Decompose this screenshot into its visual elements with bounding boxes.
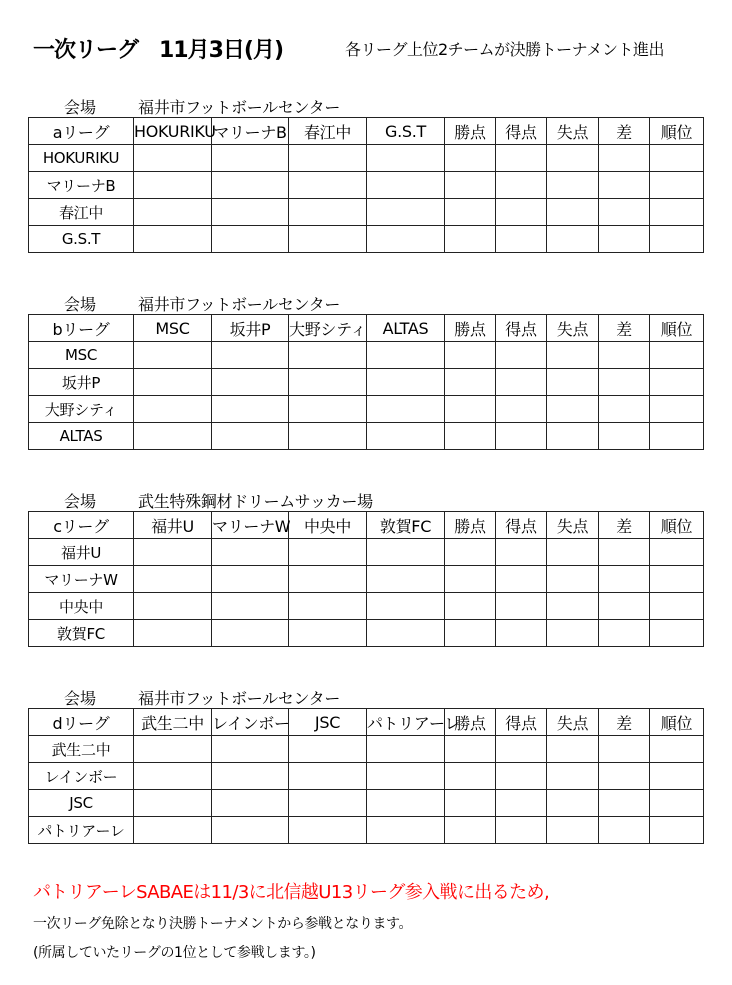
result-cell[interactable]: [367, 226, 445, 253]
opponent-header: G.S.T: [367, 118, 445, 145]
result-cell[interactable]: [367, 566, 445, 593]
opponent-header: HOKURIKU: [134, 118, 212, 145]
result-cell[interactable]: [367, 199, 445, 226]
result-cell[interactable]: [212, 566, 289, 593]
result-cell[interactable]: [650, 763, 704, 790]
league-section: [28, 686, 703, 844]
result-cell[interactable]: [650, 566, 704, 593]
result-cell[interactable]: [496, 539, 547, 566]
result-cell[interactable]: [134, 145, 212, 172]
result-cell[interactable]: [289, 817, 367, 844]
result-cell[interactable]: [547, 763, 599, 790]
venue-label: 会場: [64, 295, 97, 314]
team-name: JSC: [29, 790, 134, 817]
result-cell[interactable]: [650, 593, 704, 620]
team-name: レインボー: [29, 763, 134, 790]
table-row: [29, 620, 704, 647]
result-cell[interactable]: [650, 423, 704, 450]
stat-header: 勝点: [445, 709, 496, 736]
opponent-header: 大野シティ: [289, 315, 367, 342]
result-cell[interactable]: [212, 226, 289, 253]
result-cell[interactable]: [650, 736, 704, 763]
team-name: パトリアーレ: [29, 817, 134, 844]
team-name: マリーナW: [29, 566, 134, 593]
table-row: [29, 342, 704, 369]
result-cell[interactable]: [367, 620, 445, 647]
stat-header: 差: [599, 709, 650, 736]
result-cell[interactable]: [496, 736, 547, 763]
result-cell[interactable]: [650, 539, 704, 566]
result-cell[interactable]: [496, 226, 547, 253]
result-cell[interactable]: [367, 763, 445, 790]
result-cell[interactable]: [599, 539, 650, 566]
stat-header: 差: [599, 315, 650, 342]
result-cell[interactable]: [445, 763, 496, 790]
result-cell[interactable]: [367, 369, 445, 396]
stat-header: 勝点: [445, 118, 496, 145]
team-name: ALTAS: [29, 423, 134, 450]
table-row: [29, 172, 704, 199]
result-cell[interactable]: [134, 226, 212, 253]
result-cell[interactable]: [650, 790, 704, 817]
result-cell[interactable]: [445, 566, 496, 593]
result-cell[interactable]: [650, 226, 704, 253]
result-cell[interactable]: [650, 145, 704, 172]
result-cell[interactable]: [289, 763, 367, 790]
table-row: [29, 145, 704, 172]
result-cell[interactable]: [445, 199, 496, 226]
result-cell[interactable]: [496, 172, 547, 199]
note-line-2: (所属していたリーグの1位として参戦します。): [33, 945, 316, 961]
stat-header: 失点: [547, 709, 599, 736]
league-name: dリーグ: [29, 709, 134, 736]
stat-header: 得点: [496, 512, 547, 539]
league-table: [28, 708, 704, 844]
result-cell[interactable]: [134, 736, 212, 763]
result-cell[interactable]: [547, 145, 599, 172]
result-cell[interactable]: [599, 566, 650, 593]
opponent-header: マリーナW: [212, 512, 289, 539]
stat-header: 順位: [650, 512, 704, 539]
table-row: [29, 593, 704, 620]
stat-header: 差: [599, 512, 650, 539]
team-name: 敦賀FC: [29, 620, 134, 647]
team-name: MSC: [29, 342, 134, 369]
league-table: [28, 511, 704, 647]
team-name: G.S.T: [29, 226, 134, 253]
result-cell[interactable]: [212, 172, 289, 199]
league-section: [28, 292, 703, 450]
league-section: [28, 95, 703, 253]
table-header-row: [29, 118, 704, 145]
result-cell[interactable]: [496, 790, 547, 817]
result-cell[interactable]: [367, 172, 445, 199]
venue-row: [28, 292, 703, 314]
result-cell[interactable]: [445, 423, 496, 450]
result-cell[interactable]: [496, 396, 547, 423]
opponent-header: 中央中: [289, 512, 367, 539]
stat-header: 失点: [547, 315, 599, 342]
result-cell[interactable]: [445, 817, 496, 844]
league-table: [28, 314, 704, 450]
result-cell[interactable]: [599, 199, 650, 226]
result-cell[interactable]: [289, 790, 367, 817]
result-cell[interactable]: [496, 342, 547, 369]
result-cell[interactable]: [134, 790, 212, 817]
team-name: 武生二中: [29, 736, 134, 763]
result-cell[interactable]: [496, 199, 547, 226]
opponent-header: MSC: [134, 315, 212, 342]
opponent-header: JSC: [289, 709, 367, 736]
stat-header: 得点: [496, 118, 547, 145]
opponent-header: マリーナB: [212, 118, 289, 145]
result-cell[interactable]: [650, 172, 704, 199]
result-cell[interactable]: [445, 593, 496, 620]
stat-header: 失点: [547, 512, 599, 539]
league-name: bリーグ: [29, 315, 134, 342]
league-section: [28, 489, 703, 647]
page-title: 一次リーグ 11月3日(月): [33, 38, 284, 63]
result-cell[interactable]: [496, 620, 547, 647]
result-cell[interactable]: [599, 423, 650, 450]
result-cell[interactable]: [289, 593, 367, 620]
opponent-header: パトリアーレ: [367, 709, 445, 736]
result-cell[interactable]: [289, 423, 367, 450]
result-cell[interactable]: [289, 736, 367, 763]
result-cell[interactable]: [212, 736, 289, 763]
result-cell[interactable]: [445, 145, 496, 172]
result-cell[interactable]: [496, 423, 547, 450]
result-cell[interactable]: [212, 342, 289, 369]
result-cell[interactable]: [547, 423, 599, 450]
result-cell[interactable]: [289, 226, 367, 253]
result-cell[interactable]: [650, 620, 704, 647]
result-cell[interactable]: [445, 172, 496, 199]
opponent-header: 春江中: [289, 118, 367, 145]
opponent-header: 武生二中: [134, 709, 212, 736]
table-row: [29, 790, 704, 817]
stat-header: 勝点: [445, 512, 496, 539]
result-cell[interactable]: [289, 566, 367, 593]
venue-label: 会場: [64, 98, 97, 117]
result-cell[interactable]: [599, 817, 650, 844]
venue-row: [28, 95, 703, 117]
team-name: HOKURIKU: [29, 145, 134, 172]
table-row: [29, 199, 704, 226]
result-cell[interactable]: [212, 790, 289, 817]
result-cell[interactable]: [134, 199, 212, 226]
team-name: マリーナB: [29, 172, 134, 199]
result-cell[interactable]: [289, 342, 367, 369]
result-cell[interactable]: [367, 539, 445, 566]
team-name: 坂井P: [29, 369, 134, 396]
result-cell[interactable]: [212, 817, 289, 844]
result-cell[interactable]: [134, 369, 212, 396]
table-row: [29, 539, 704, 566]
result-cell[interactable]: [547, 566, 599, 593]
table-row: [29, 817, 704, 844]
result-cell[interactable]: [599, 342, 650, 369]
result-cell[interactable]: [547, 369, 599, 396]
table-header-row: [29, 709, 704, 736]
result-cell[interactable]: [547, 172, 599, 199]
result-cell[interactable]: [212, 620, 289, 647]
result-cell[interactable]: [547, 199, 599, 226]
result-cell[interactable]: [496, 817, 547, 844]
result-cell[interactable]: [289, 199, 367, 226]
result-cell[interactable]: [134, 423, 212, 450]
result-cell[interactable]: [212, 763, 289, 790]
result-cell[interactable]: [212, 423, 289, 450]
result-cell[interactable]: [547, 593, 599, 620]
result-cell[interactable]: [367, 396, 445, 423]
result-cell[interactable]: [445, 396, 496, 423]
table-header-row: [29, 315, 704, 342]
opponent-header: 福井U: [134, 512, 212, 539]
result-cell[interactable]: [650, 199, 704, 226]
team-name: 大野シティ: [29, 396, 134, 423]
stat-header: 差: [599, 118, 650, 145]
result-cell[interactable]: [547, 817, 599, 844]
result-cell[interactable]: [599, 226, 650, 253]
result-cell[interactable]: [134, 342, 212, 369]
result-cell[interactable]: [212, 145, 289, 172]
result-cell[interactable]: [547, 790, 599, 817]
result-cell[interactable]: [599, 593, 650, 620]
stat-header: 失点: [547, 118, 599, 145]
result-cell[interactable]: [367, 593, 445, 620]
venue-label: 会場: [64, 492, 97, 511]
result-cell[interactable]: [134, 817, 212, 844]
result-cell[interactable]: [599, 172, 650, 199]
result-cell[interactable]: [445, 539, 496, 566]
result-cell[interactable]: [547, 226, 599, 253]
result-cell[interactable]: [496, 369, 547, 396]
table-row: [29, 369, 704, 396]
result-cell[interactable]: [445, 342, 496, 369]
opponent-header: ALTAS: [367, 315, 445, 342]
result-cell[interactable]: [212, 539, 289, 566]
opponent-header: 敦賀FC: [367, 512, 445, 539]
result-cell[interactable]: [289, 620, 367, 647]
result-cell[interactable]: [367, 342, 445, 369]
result-cell[interactable]: [367, 145, 445, 172]
result-cell[interactable]: [212, 396, 289, 423]
result-cell[interactable]: [496, 566, 547, 593]
result-cell[interactable]: [134, 539, 212, 566]
result-cell[interactable]: [650, 817, 704, 844]
result-cell[interactable]: [445, 736, 496, 763]
stat-header: 順位: [650, 709, 704, 736]
note-line-1: 一次リーグ免除となり決勝トーナメントから参戦となります。: [33, 916, 413, 932]
table-row: [29, 736, 704, 763]
result-cell[interactable]: [599, 145, 650, 172]
result-cell[interactable]: [496, 763, 547, 790]
result-cell[interactable]: [599, 736, 650, 763]
page-subtitle: 各リーグ上位2チームが決勝トーナメント進出: [345, 40, 665, 59]
result-cell[interactable]: [547, 342, 599, 369]
venue-name: 福井市フットボールセンター: [138, 689, 341, 708]
table-row: [29, 226, 704, 253]
result-cell[interactable]: [367, 817, 445, 844]
result-cell[interactable]: [212, 593, 289, 620]
result-cell[interactable]: [289, 145, 367, 172]
result-cell[interactable]: [134, 620, 212, 647]
table-header-row: [29, 512, 704, 539]
league-name: cリーグ: [29, 512, 134, 539]
result-cell[interactable]: [599, 620, 650, 647]
result-cell[interactable]: [547, 539, 599, 566]
result-cell[interactable]: [289, 396, 367, 423]
stat-header: 順位: [650, 315, 704, 342]
table-row: [29, 763, 704, 790]
stat-header: 得点: [496, 315, 547, 342]
result-cell[interactable]: [599, 369, 650, 396]
venue-row: [28, 489, 703, 511]
stat-header: 勝点: [445, 315, 496, 342]
result-cell[interactable]: [445, 369, 496, 396]
result-cell[interactable]: [445, 620, 496, 647]
stat-header: 順位: [650, 118, 704, 145]
result-cell[interactable]: [496, 593, 547, 620]
venue-label: 会場: [64, 689, 97, 708]
result-cell[interactable]: [289, 172, 367, 199]
venue-row: [28, 686, 703, 708]
result-cell[interactable]: [367, 423, 445, 450]
table-row: [29, 423, 704, 450]
league-name: aリーグ: [29, 118, 134, 145]
venue-name: 武生特殊鋼材ドリームサッカー場: [138, 492, 373, 511]
opponent-header: レインボー: [212, 709, 289, 736]
result-cell[interactable]: [599, 790, 650, 817]
stat-header: 得点: [496, 709, 547, 736]
result-cell[interactable]: [289, 539, 367, 566]
result-cell[interactable]: [650, 396, 704, 423]
venue-name: 福井市フットボールセンター: [138, 295, 341, 314]
table-row: [29, 566, 704, 593]
result-cell[interactable]: [134, 566, 212, 593]
opponent-header: 坂井P: [212, 315, 289, 342]
result-cell[interactable]: [547, 396, 599, 423]
team-name: 中央中: [29, 593, 134, 620]
result-cell[interactable]: [367, 736, 445, 763]
result-cell[interactable]: [547, 620, 599, 647]
result-cell[interactable]: [599, 763, 650, 790]
result-cell[interactable]: [599, 396, 650, 423]
table-row: [29, 396, 704, 423]
result-cell[interactable]: [289, 369, 367, 396]
notes: [33, 878, 549, 962]
venue-name: 福井市フットボールセンター: [138, 98, 341, 117]
team-name: 春江中: [29, 199, 134, 226]
result-cell[interactable]: [134, 172, 212, 199]
result-cell[interactable]: [650, 369, 704, 396]
result-cell[interactable]: [134, 593, 212, 620]
result-cell[interactable]: [445, 226, 496, 253]
result-cell[interactable]: [134, 763, 212, 790]
result-cell[interactable]: [547, 736, 599, 763]
team-name: 福井U: [29, 539, 134, 566]
result-cell[interactable]: [445, 790, 496, 817]
league-table: [28, 117, 704, 253]
result-cell[interactable]: [212, 199, 289, 226]
result-cell[interactable]: [134, 396, 212, 423]
result-cell[interactable]: [650, 342, 704, 369]
result-cell[interactable]: [212, 369, 289, 396]
result-cell[interactable]: [496, 145, 547, 172]
result-cell[interactable]: [367, 790, 445, 817]
note-red: パトリアーレSABAEは11/3に北信越U13リーグ参入戦に出るため,: [33, 882, 550, 903]
